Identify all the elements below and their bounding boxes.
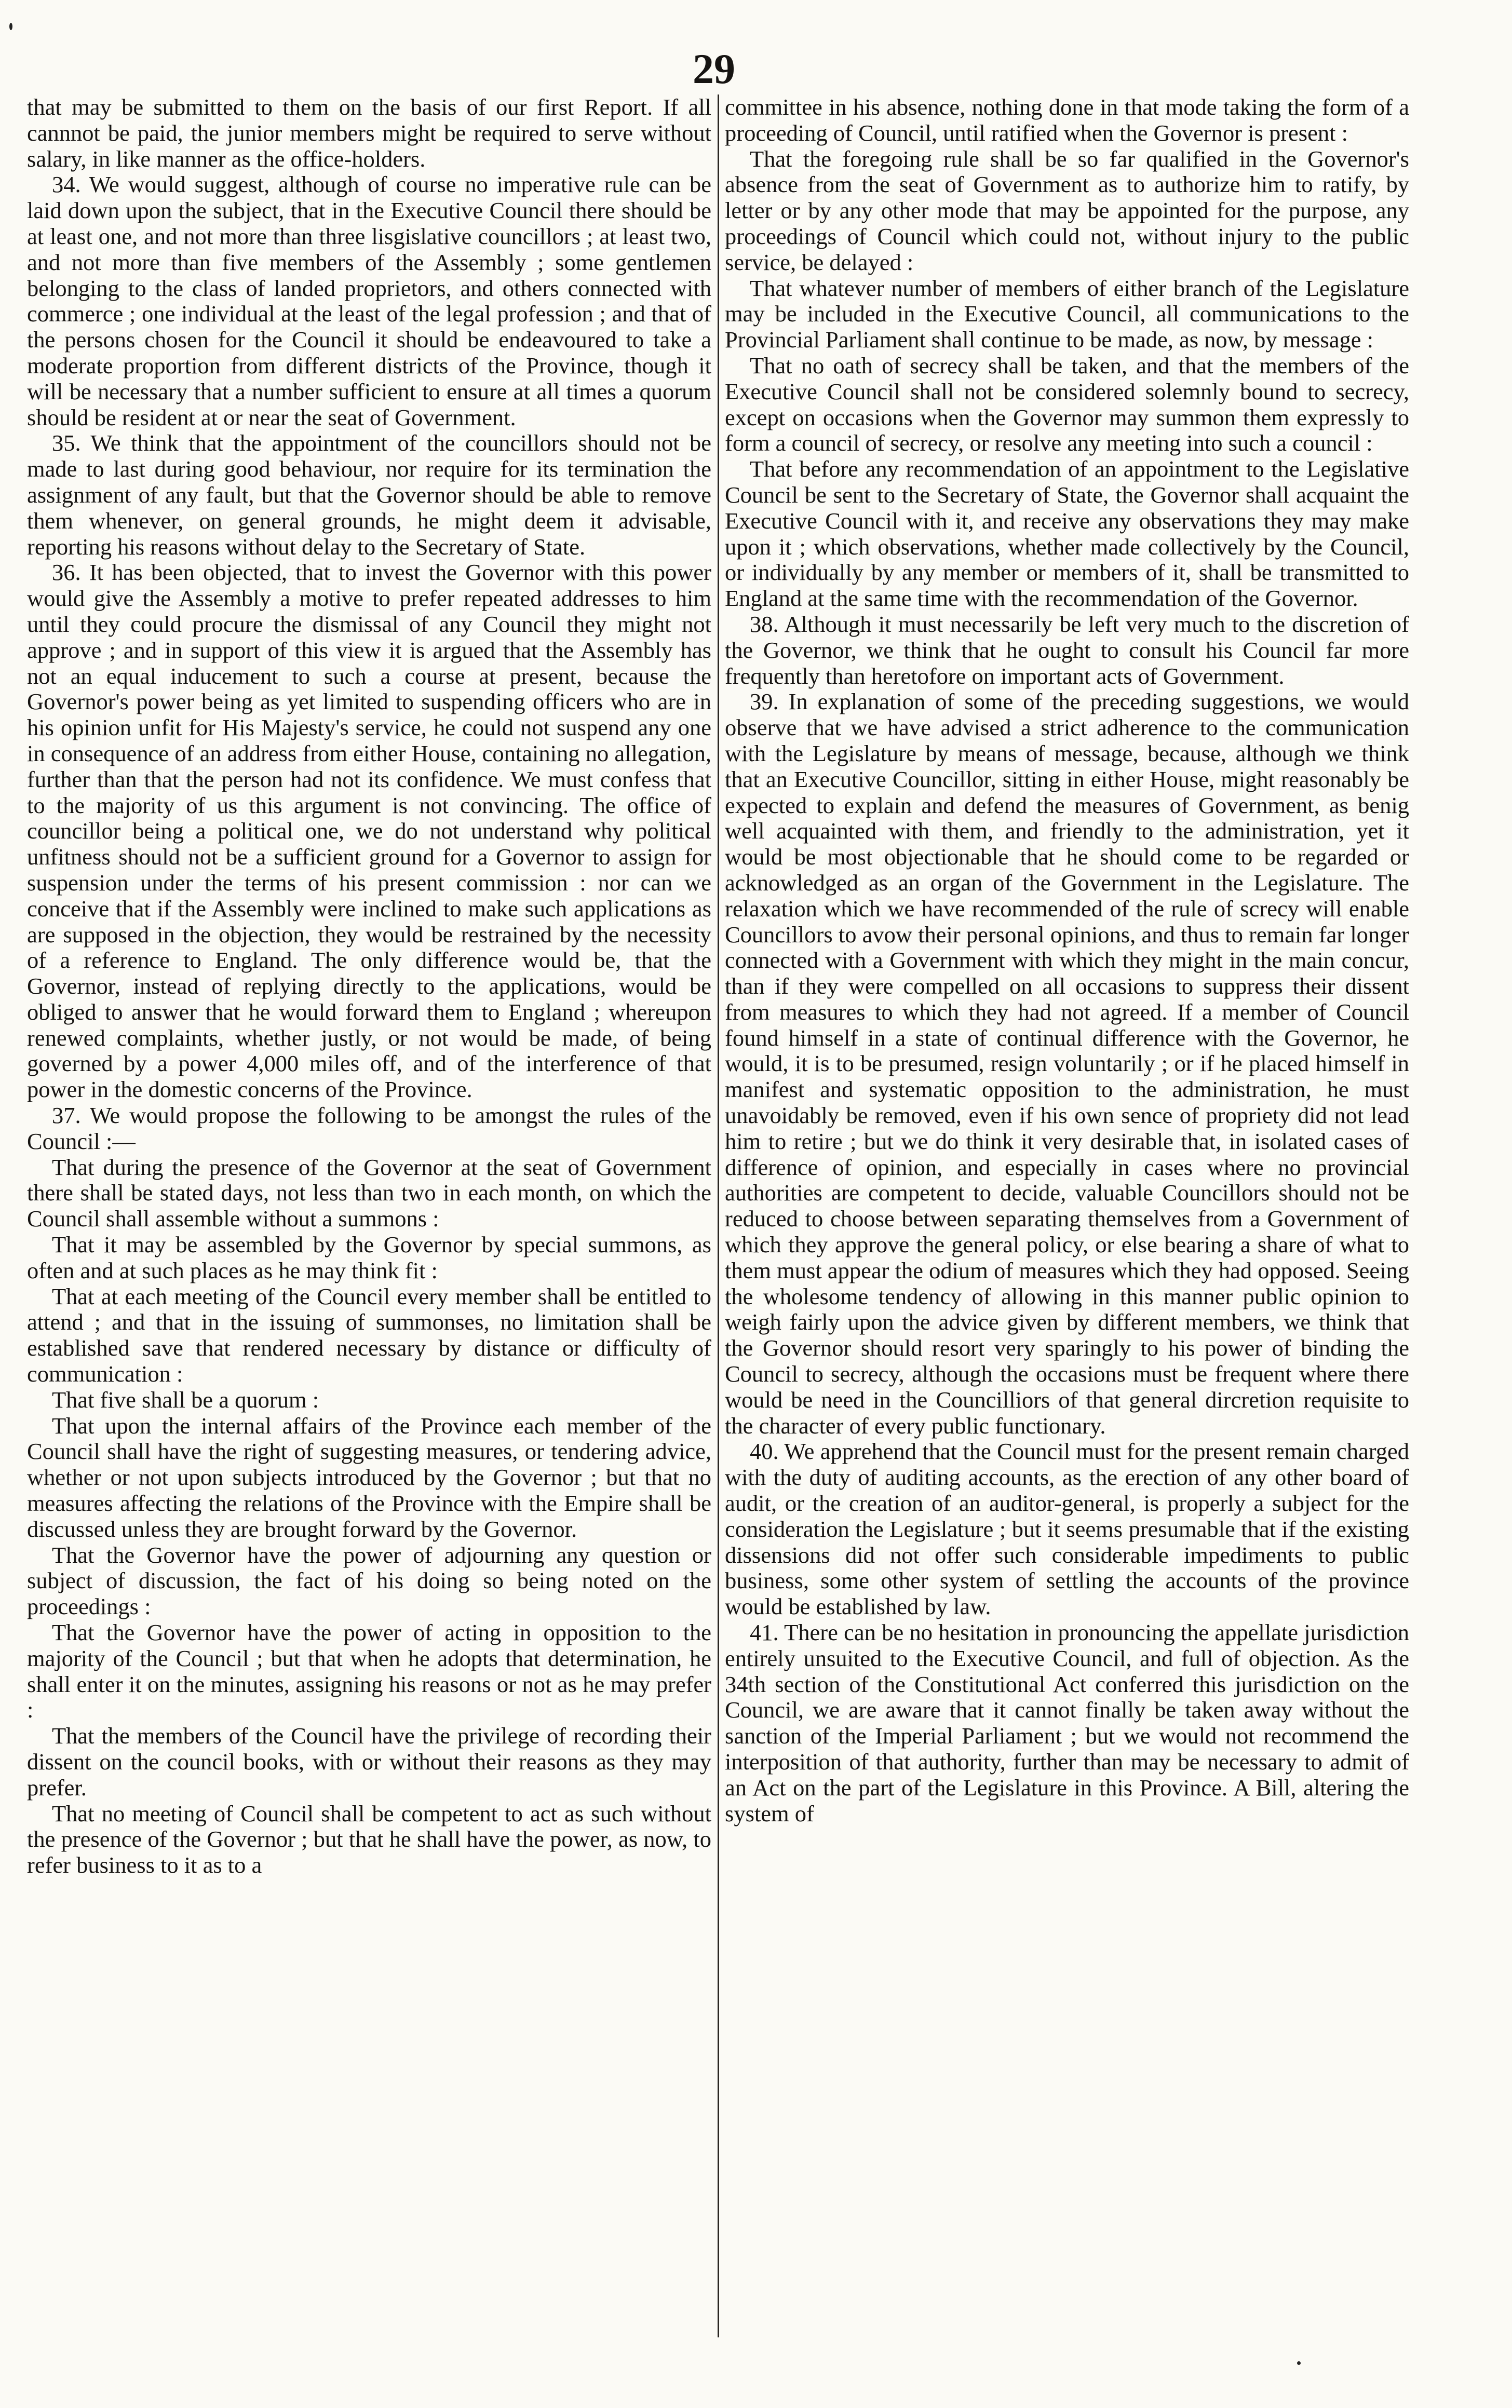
rule-item: That the Governor have the power of adjourning any question or subject of discussion, the fact of his doing so being noted on the proceedings : (27, 1541, 711, 1620)
paragraph-35: 35. We think that the appointment of the councillors should not be made to last during good behaviour, nor require for its termination the assignment of any fault, but that the Governor should be able to remove them whenever, on general grounds, he might deem it advisable, reporting his reasons without delay to the Secretary of State. (27, 430, 711, 560)
ink-speck (1297, 2361, 1301, 2365)
paragraph-36: 36. It has been objected, that to invest the Governor with this power would give the Assembly a motive to prefer repeated addresses to him until they could procure the dismissal of any Council they might not approve ; and in support of this view it is argued that the Assembly has not an equal inducement to such a course at present, because the Governor's power being as yet limited to suspending officers who are in his opinion unfit for His Majesty's service, he could not suspend any one in consequence of an address from either House, containing no allegation, further than that the person had not its confidence. We must confess that to the majority of us this argument is not convincing. The office of councillor being a political one, we do not understand why political unfitness should not be a sufficient ground for a Governor to assign for suspension under the terms of his present commission : nor can we conceive that if the Assembly were inclined to make such applications as are supposed in the objection, they would be restrained by the necessity of a reference to England. The only difference would be, that the Governor, instead of replying directly to the applications, would be obliged to answer that he would forward them to England ; whereupon renewed complaints, whether justly, or not would be made, of being governed by a power 4,000 miles off, and of the interference of that power in the domestic concerns of the Province. (27, 559, 711, 1103)
rule-item: That whatever number of members of either branch of the Legislature may be included in the Executive Council, all communications to the Provincial Parliament shall continue to be made, as now, by message : (725, 275, 1409, 353)
paragraph-39: 39. In explanation of some of the preceding suggestions, we would observe that we have advised a strict adherence to the communication with the Legislature by means of message, because, although we think that an Executive Councillor, sitting in either House, might reasonably be expected to explain and defend the measures of Government, as benig well acquainted with them, and friendly to the administration, yet it would be most objectionable that he should come to be regarded or acknowledged as an organ of the Government in the Legislature. The relaxation which we have recommended of the rule of screcy will enable Councillors to avow their personal opinions, and thus to remain far longer connected with a Government with which they might in the main concur, than if they were compelled on all occasions to suppress their dissent from measures to which they had not agreed. If a member of Council found himself in a state of continual difference with the Governor, he would, it is to be presumed, resign voluntarily ; or if he placed himself in manifest and systematic opposition to the administration, he must unavoidably be removed, even if his own sence of propriety did not lead him to retire ; but we do think it very desirable that, in isolated cases of difference of opinion, and especially in cases where no provincial authorities are competent to decide, valuable Councillors should not be reduced to choose between separating themselves from a Government of which they approve the general policy, or else bearing a share of what to them must appear the odium of measures which they had opposed. Seeing the wholesome tendency of allowing in this manner public opinion to weigh fairly upon the advice given by different members, we think that the Governor should resort very sparingly to his power of binding the Council to secrecy, although the occasions must be frequent where there would be need in the Councilliors of that general dircretion requisite to the character of every public functionary. (725, 688, 1409, 1439)
paragraph-34: 34. We would suggest, although of course no imperative rule can be laid down upon the subject, that in the Executive Council there should be at least one, and not more than three lisgislative councillors ; at least two, and not more than five members of the Assembly ; some gentlemen belonging to the class of landed proprietors, and others connected with commerce ; one individual at the least of the legal profession ; and that of the persons chosen for the Council it should be endeavoured to take a moderate proportion from different districts of the Province, though it will be necessary that a number sufficient to ensure at all times a quorum should be resident at or near the seat of Government. (27, 171, 711, 430)
paragraph: committee in his absence, nothing done in that mode taking the form of a proceeding of Council, until ratified when the Governor is present : (725, 94, 1409, 146)
rule-item: That the Governor have the power of acting in opposition to the majority of the Council ; but that when he adopts that determination, he shall enter it on the minutes, assigning his reasons or not as he may prefer : (27, 1619, 711, 1723)
right-column (725, 94, 1409, 2353)
rule-item: That no oath of secrecy shall be taken, and that the members of the Executive Council shall not be considered solemnly bound to secrecy, except on occasions when the Governor may summon them expressly to form a council of secrecy, or resolve any meeting into such a council : (725, 352, 1409, 456)
rule-item: That the members of the Council have the privilege of recording their dissent on the council books, with or without their reasons as they may prefer. (27, 1723, 711, 1801)
rule-item: That it may be assembled by the Governor by special summons, as often and at such places as he may think fit : (27, 1232, 711, 1283)
paragraph-37: 37. We would propose the following to be amongst the rules of the Council :— (27, 1102, 711, 1154)
left-column (27, 94, 711, 2353)
paragraph-40: 40. We apprehend that the Council must for the present remain charged with the duty of auditing accounts, as the erection of any other board of audit, or the creation of an auditor-general, is properly a subject for the consideration the Legislature ; but it seems presumable that if the existing dissensions did not offer such considerable impediments to public business, some other system of settling the accounts of the province would be established by law. (725, 1438, 1409, 1620)
rule-item: That before any recommendation of an appointment to the Legislative Council be sent to the Secretary of State, the Governor shall acquaint the Executive Council with it, and receive any observations they may make upon it ; which observations, whether made collectively by the Council, or individually by any member or members of it, shall be transmitted to England at the same time with the recommendation of the Governor. (725, 456, 1409, 612)
rule-item: That upon the internal affairs of the Province each member of the Council shall have the right of suggesting measures, or tendering advice, whether or not upon subjects introduced by the Governor ; but that no measures affecting the relations of the Province with the Empire shall be discussed unless they are brought forward by the Governor. (27, 1412, 711, 1542)
rule-item: That during the presence of the Governor at the seat of Government there shall be stated days, not less than two in each month, on which the Council shall assemble without a summons : (27, 1154, 711, 1232)
column-divider (718, 94, 719, 2337)
rule-item: That no meeting of Council shall be competent to act as such without the presence of the Governor ; but that he shall have the power, as now, to refer business to it as to a (27, 1800, 711, 1878)
rule-item: That the foregoing rule shall be so far qualified in the Governor's absence from the seat of Government as to authorize him to ratify, by letter or by any other mode that may be appointed for the purpose, any proceedings of Council which could not, without injury to the public service, be delayed : (725, 145, 1409, 275)
rule-item: That five shall be a quorum : (52, 1386, 319, 1413)
paragraph-41: 41. There can be no hesitation in pronouncing the appellate jurisdiction entirely unsuited to the Executive Council, and full of objection. As the 34th section of the Constitutional Act conferred this jurisdiction on the Council, we are aware that it cannot finally be taken away without the sanction of the Imperial Parliament ; but we would not recommend the interposition of that authority, further than may be necessary to admit of an Act on the part of the Legislature in this Province. A Bill, altering the system of (725, 1619, 1409, 1827)
page-number: 29 (693, 45, 735, 92)
paragraph: that may be submitted to them on the basis of our first Report. If all cannnot be paid, the junior members might be required to serve without salary, in like manner as the office-holders. (27, 94, 711, 172)
ink-speck (9, 23, 12, 30)
rule-item: That at each meeting of the Council every member shall be entitled to attend ; and that in the issuing of summonses, no limitation shall be established save that rendered necessary by distance or difficulty of communication : (27, 1283, 711, 1387)
paragraph-38: 38. Although it must necessarily be left very much to the discretion of the Governor, we think that he ought to consult his Council far more frequently than heretofore on important acts of Government. (725, 611, 1409, 689)
